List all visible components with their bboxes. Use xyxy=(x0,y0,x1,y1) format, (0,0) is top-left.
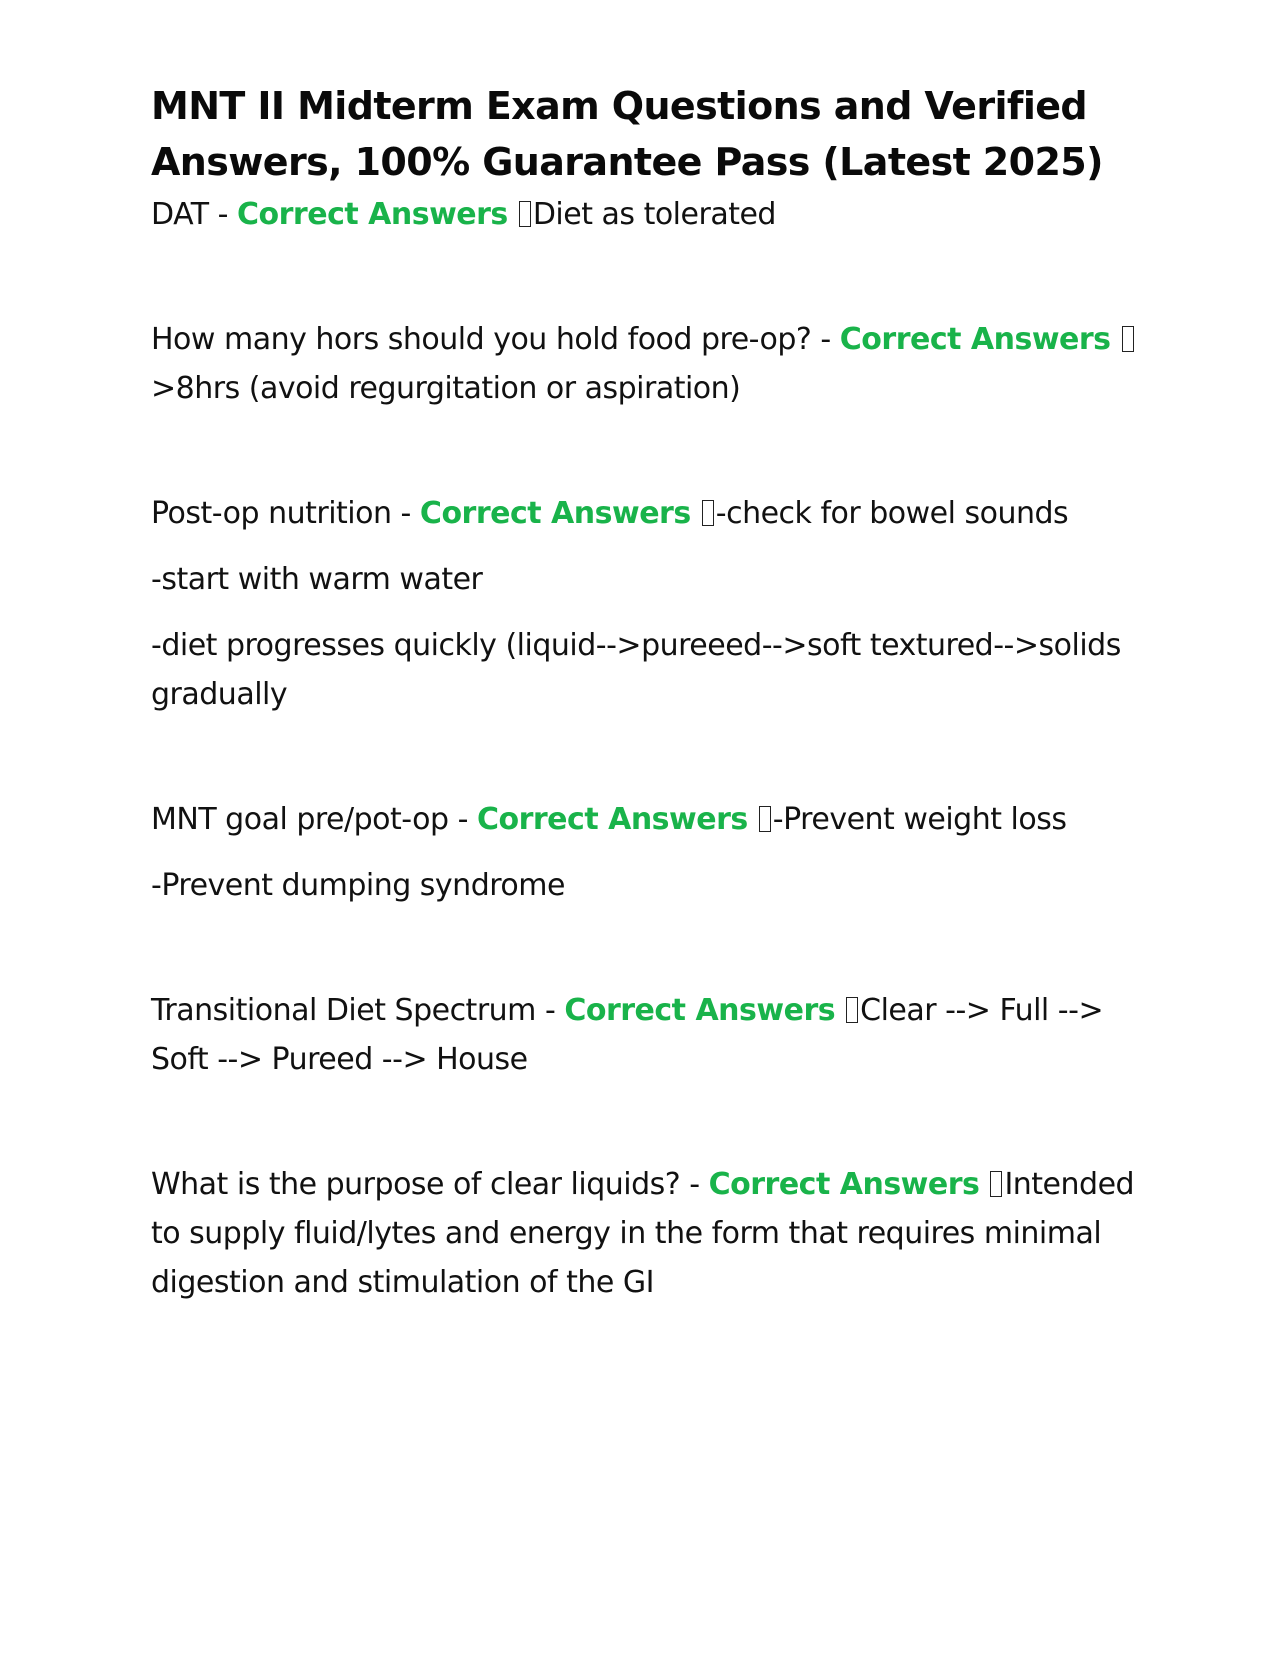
answer-text: Diet as tolerated xyxy=(532,197,776,232)
separator: - xyxy=(208,197,237,232)
spacer xyxy=(151,239,1141,315)
separator: - xyxy=(391,496,420,531)
missing-glyph-icon xyxy=(519,201,531,227)
question-text: What is the purpose of clear liquids? xyxy=(151,1167,681,1202)
qa-line xyxy=(151,190,1141,239)
spacer xyxy=(151,1084,1141,1160)
qa-item xyxy=(151,795,1141,910)
qa-item xyxy=(151,315,1141,413)
missing-glyph-icon xyxy=(1122,326,1134,352)
answer-text: -check for bowel sounds xyxy=(715,496,1069,531)
missing-glyph-icon xyxy=(846,997,858,1023)
qa-item xyxy=(151,986,1141,1084)
correct-answers-tag: Correct Answers xyxy=(476,802,748,837)
answer-text: Clear --> Full --> Soft --> Pureed --> House xyxy=(151,993,1104,1077)
separator: - xyxy=(680,1167,709,1202)
document-page xyxy=(151,78,1141,1307)
question-text: How many hors should you hold food pre-op? xyxy=(151,322,812,357)
missing-glyph-icon xyxy=(990,1171,1002,1197)
spacer xyxy=(151,910,1141,986)
qa-line xyxy=(151,1160,1141,1307)
qa-item xyxy=(151,190,1141,239)
answer-text: >8hrs (avoid regurgitation or aspiration) xyxy=(151,371,741,406)
answer-extra-line: -diet progresses quickly (liquid-->pureeed-->soft textured-->solids gradually xyxy=(151,628,1121,712)
answer-text: Intended to supply fluid/lytes and energy in the form that requires minimal digestion and stimulation of the GI xyxy=(151,1167,1135,1300)
correct-answers-tag: Correct Answers xyxy=(419,496,691,531)
answer-extra-line: -Prevent dumping syndrome xyxy=(151,868,565,903)
spacer xyxy=(151,413,1141,489)
answer-extra-line: -start with warm water xyxy=(151,562,483,597)
qa-item xyxy=(151,1160,1141,1307)
question-text: Post-op nutrition xyxy=(151,496,392,531)
separator: - xyxy=(811,322,840,357)
qa-line xyxy=(151,986,1141,1084)
question-text: Transitional Diet Spectrum xyxy=(151,993,536,1028)
correct-answers-tag: Correct Answers xyxy=(564,993,836,1028)
separator: - xyxy=(448,802,477,837)
separator: - xyxy=(535,993,565,1028)
question-text: MNT goal pre/pot-op xyxy=(151,802,449,837)
missing-glyph-icon xyxy=(702,500,714,526)
qa-line xyxy=(151,315,1141,413)
answer-text: -Prevent weight loss xyxy=(772,802,1067,837)
qa-line xyxy=(151,795,1141,844)
qa-line xyxy=(151,489,1141,538)
correct-answers-tag: Correct Answers xyxy=(708,1167,980,1202)
missing-glyph-icon xyxy=(759,806,771,832)
qa-item xyxy=(151,489,1141,719)
document-title: MNT II Midterm Exam Questions and Verified Answers, 100% Guarantee Pass (Latest 2025) xyxy=(151,84,1103,184)
spacer xyxy=(151,719,1141,795)
correct-answers-tag: Correct Answers xyxy=(839,322,1111,357)
question-text: DAT xyxy=(151,197,209,232)
correct-answers-tag: Correct Answers xyxy=(237,197,508,232)
